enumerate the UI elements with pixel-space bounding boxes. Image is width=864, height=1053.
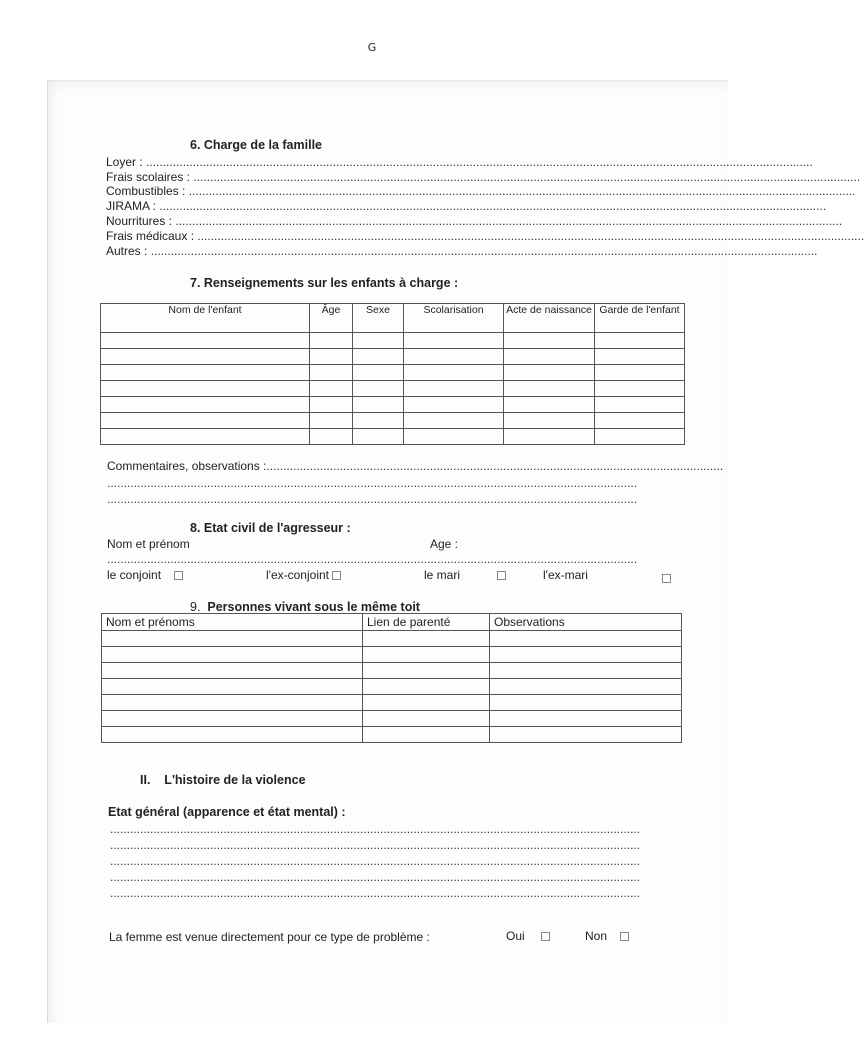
option-label: l'ex-conjoint [266,568,329,582]
household-table-header [102,614,682,631]
col-sex: Sexe [353,304,404,333]
section-9-number: 9. [190,600,201,614]
table-row[interactable] [102,727,682,743]
col-observations: Observations [490,614,682,631]
table-row[interactable] [102,711,682,727]
table-row[interactable] [101,429,685,445]
general-state-line[interactable]: ............................................................................................................................................................... [110,838,641,852]
household-table [101,613,682,743]
expense-line[interactable]: JIRAMA : ........................................................................................................................................................................................................ [106,199,827,213]
page-letter: G [367,41,377,54]
aggressor-age-label: Age : [430,537,459,551]
col-child-custody: Garde de l'enfant [595,304,685,333]
col-schooling: Scolarisation [404,304,504,333]
option-ex-husband-checkbox[interactable] [662,570,671,588]
aggressor-name-label: Nom et prénom [107,537,190,551]
checkbox[interactable] [174,571,183,580]
option-ex-husband[interactable] [543,568,588,582]
children-table [100,303,685,445]
table-row[interactable] [101,365,685,381]
general-state-line[interactable]: ............................................................................................................................................................... [110,854,641,868]
children-table-header [101,304,685,333]
expense-label: Combustibles : [106,184,186,198]
expense-line[interactable]: Loyer : ........................................................................................................................................................................................................ [106,155,813,169]
section-7-title: 7. Renseignements sur les enfants à charge : [190,276,459,290]
expense-line[interactable]: Combustibles : ........................................................................................................................................................................................................ [106,184,856,198]
expense-label: Autres : [106,244,148,258]
col-names: Nom et prénoms [102,614,363,631]
comments-label: Commentaires, observations : [107,459,267,473]
part-ii-title: II. L'histoire de la violence [140,773,306,787]
section-9-title [190,600,420,614]
expense-line[interactable]: Autres : ........................................................................................................................................................................................................ [106,244,818,258]
expense-line[interactable]: Frais scolaires : ........................................................................................................................................................................................................ [106,170,861,184]
section-6-title: 6. Charge de la famille [190,138,322,152]
comments-line[interactable]: Commentaires, observations :......................................................................................................................................... [107,459,724,473]
option-label: le conjoint [107,568,162,582]
option-husband[interactable] [424,568,506,582]
general-state-line[interactable]: ............................................................................................................................................................... [110,822,641,836]
col-relationship: Lien de parenté [363,614,490,631]
expense-label: Frais médicaux : [106,229,195,243]
option-label: l'ex-mari [543,568,588,582]
option-label: le mari [424,568,461,582]
checkbox[interactable] [497,571,506,580]
col-child-name: Nom de l'enfant [101,304,310,333]
checkbox[interactable] [662,574,671,583]
table-row[interactable] [101,413,685,429]
option-ex-spouse[interactable] [266,568,341,582]
comments-line[interactable]: ............................................................................................................................................................... [107,476,638,490]
general-state-line[interactable]: ............................................................................................................................................................... [110,886,641,900]
table-row[interactable] [102,647,682,663]
expense-label: Nourritures : [106,214,173,228]
table-row[interactable] [102,663,682,679]
section-8-title: 8. Etat civil de l'agresseur : [190,521,351,535]
expense-label: Loyer : [106,155,143,169]
table-row[interactable] [102,631,682,647]
table-row[interactable] [101,397,685,413]
checkbox[interactable] [620,932,629,941]
checkbox[interactable] [332,571,341,580]
col-birth-certificate: Acte de naissance [504,304,595,333]
expense-label: JIRAMA : [106,199,157,213]
table-row[interactable] [101,333,685,349]
no-label: Non [585,929,608,943]
table-row[interactable] [101,349,685,365]
section-9-label: Personnes vivant sous le même toit [207,600,420,614]
general-state-label: Etat général (apparence et état mental) : [108,805,346,819]
table-row[interactable] [102,695,682,711]
answer-no[interactable] [585,929,629,943]
col-age: Âge [310,304,353,333]
yes-label: Oui [506,929,525,943]
option-spouse[interactable] [107,568,183,582]
table-row[interactable] [102,679,682,695]
expense-line[interactable]: Frais médicaux : ........................................................................................................................................................................................................ [106,229,864,243]
aggressor-name-field[interactable]: ............................................................................................................................................................... [107,552,638,566]
direct-visit-question: La femme est venue directement pour ce type de problème : [109,930,430,944]
comments-line[interactable]: ............................................................................................................................................................... [107,492,638,506]
answer-yes[interactable] [506,929,550,943]
table-row[interactable] [101,381,685,397]
general-state-line[interactable]: ............................................................................................................................................................... [110,870,641,884]
expense-label: Frais scolaires : [106,170,191,184]
expense-line[interactable]: Nourritures : ........................................................................................................................................................................................................ [106,214,843,228]
checkbox[interactable] [541,932,550,941]
